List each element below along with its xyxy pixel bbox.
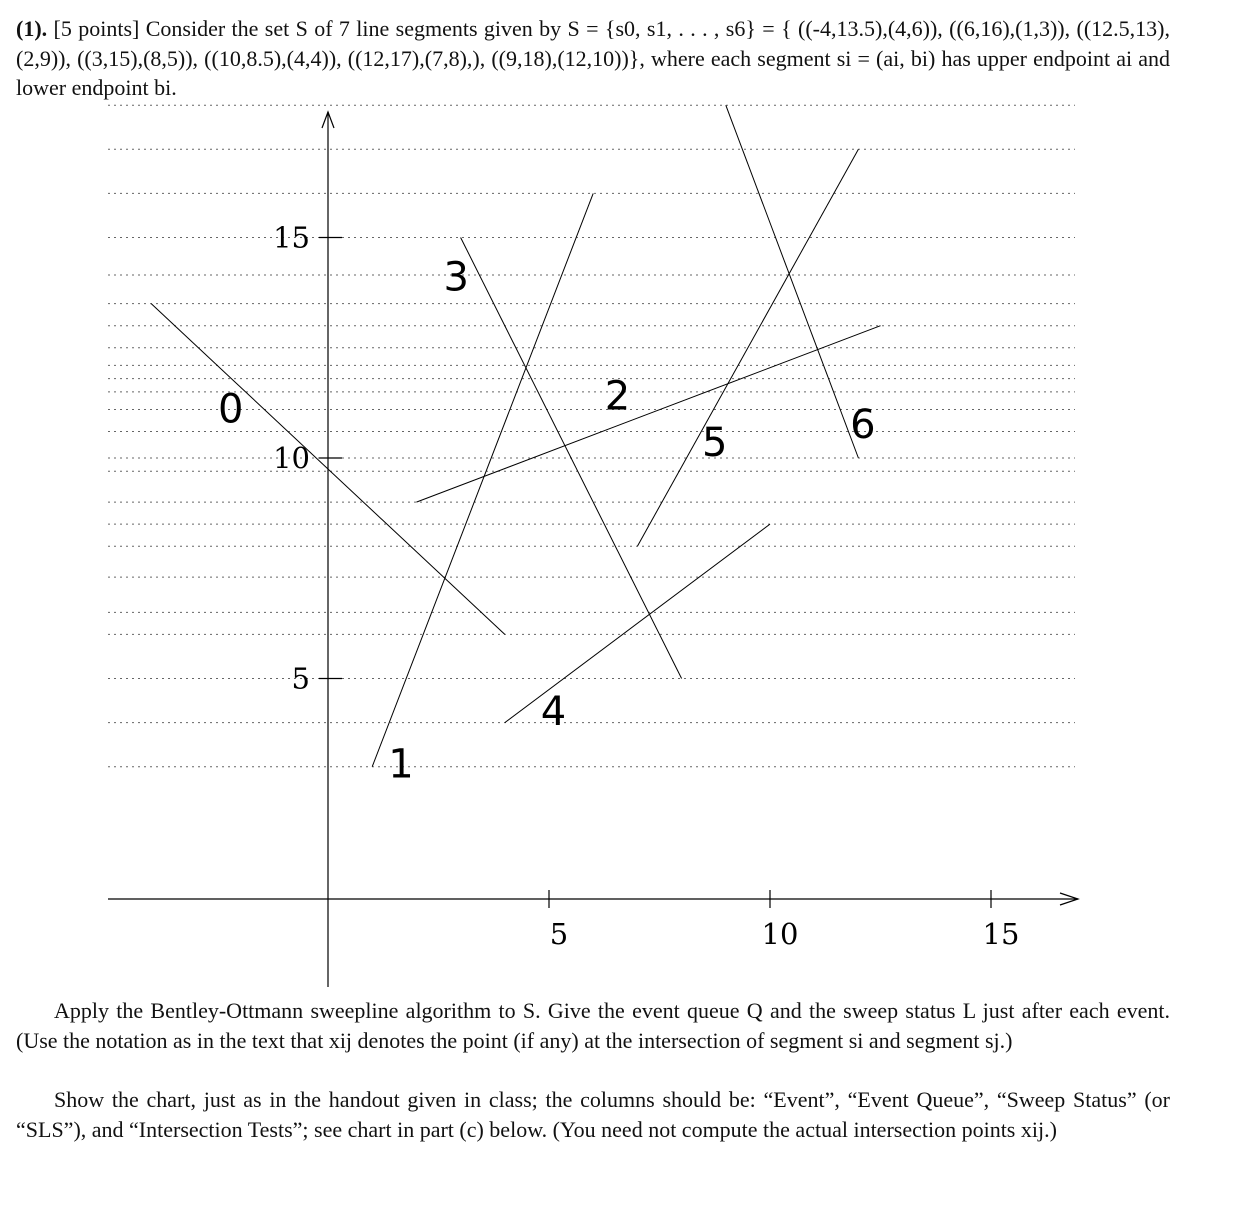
segment-label: 2 [604, 373, 631, 420]
segment-label: 1 [388, 741, 414, 788]
chart-text: Show the chart, just as in the handout given in class; the columns should be: “Event”, “Event Queue”, “Sweep Status” (or “SLS”), and “Intersection Tests”; see chart in part (c) below. (You need not compute the actual intersection points xij.) [16, 1087, 1170, 1142]
segment-s6 [726, 105, 859, 458]
problem-points: [5 points] [53, 16, 140, 41]
chart-instructions [16, 1085, 1170, 1144]
segment-labels [218, 254, 876, 787]
y-tick-label: 10 [273, 441, 310, 475]
segment-label: 6 [850, 402, 876, 449]
x-tick-label: 10 [761, 917, 799, 951]
segment-label: 5 [702, 419, 728, 466]
apply-text: Apply the Bentley-Ottmann sweepline algorithm to S. Give the event queue Q and the sweep status L just after each event. (Use the notation as in the text that xij denotes the point (if any) at the intersection of segment si and segment sj.) [16, 998, 1170, 1053]
x-tick-label: 5 [549, 917, 569, 951]
x-tick-label: 15 [982, 917, 1020, 951]
apply-instructions [16, 996, 1170, 1055]
segment-label: 3 [443, 254, 469, 301]
axes [108, 112, 1078, 987]
problem-intro-text: Consider the set S of 7 line segments given by S = {s0, s1, . . . , s6} = { ((-4,13.5),(4,6)), ((6,16),(1,3)), ((12.5,13),(2,9)), ((3,15),(8,5)), ((10,8.5),(4,4)), ((12,17),(7,8),), ((9,18),(12,10))}, where each segment si = (ai, bi) has upper endpoint ai and lower endpoint bi. [16, 16, 1170, 100]
segment-s5 [637, 149, 858, 546]
segment-s2 [416, 326, 880, 502]
y-tick-label: 5 [291, 661, 310, 696]
problem-number: (1). [16, 16, 48, 41]
segments [151, 105, 880, 767]
segment-label: 4 [540, 688, 567, 735]
axis-ticks [273, 221, 1019, 952]
y-tick-label: 15 [273, 220, 310, 255]
segment-label: 0 [218, 386, 244, 433]
